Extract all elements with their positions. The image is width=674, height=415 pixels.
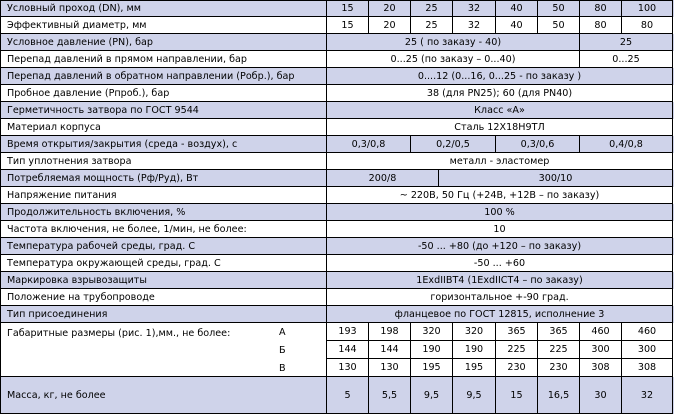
- row-value: 0,2/0,5: [411, 136, 496, 153]
- row-value: 38 (для PN25); 60 (для PN40): [327, 85, 673, 102]
- row-value: -50 ... +80 (до +120 – по заказу): [327, 238, 673, 255]
- mass-value: 16,5: [538, 377, 580, 414]
- mass-row: [0, 377, 674, 414]
- spec-row: [0, 119, 674, 136]
- row-value: фланцевое по ГОСТ 12815, исполнение 3: [327, 306, 673, 323]
- row-value: 20: [369, 0, 411, 17]
- row-value: Сталь 12Х18Н9ТЛ: [327, 119, 673, 136]
- row-value: ~ 220В, 50 Гц (+24В, +12В – по заказу): [327, 187, 673, 204]
- dimension-value: 320: [453, 323, 496, 341]
- dimension-value: 130: [327, 359, 369, 377]
- dimension-value: 195: [411, 359, 453, 377]
- row-value: 15: [327, 17, 369, 34]
- row-value: 0,4/0,8: [580, 136, 673, 153]
- row-value: 80: [622, 17, 673, 34]
- row-label: Тип уплотнения затвора: [0, 153, 327, 170]
- dimension-value: 300: [622, 341, 673, 359]
- spec-row: [0, 204, 674, 221]
- dimension-value: 130: [369, 359, 411, 377]
- dimension-key: Б: [279, 344, 286, 356]
- spec-row: [0, 17, 674, 34]
- dimension-value: 308: [622, 359, 673, 377]
- row-label: Положение на трубопроводе: [0, 289, 327, 306]
- dimension-value: 300: [580, 341, 622, 359]
- row-value: 40: [496, 17, 538, 34]
- dimension-value: 460: [622, 323, 673, 341]
- mass-value: 9,5: [453, 377, 496, 414]
- spec-row: [0, 221, 674, 238]
- dimension-row: [327, 341, 674, 359]
- row-label: Продолжительность включения, %: [0, 204, 327, 221]
- row-value: 0....12 (0...16, 0...25 - по заказу ): [327, 68, 673, 85]
- row-label: Время открытия/закрытия (среда - воздух), с: [0, 136, 327, 153]
- row-label: Условное давление (PN), бар: [0, 34, 327, 51]
- row-label: Условный проход (DN), мм: [0, 0, 327, 17]
- spec-row: [0, 34, 674, 51]
- spec-row: [0, 170, 674, 187]
- row-label: Перепад давлений в обратном направлении (Pобр.), бар: [0, 68, 327, 85]
- dimension-key: В: [279, 362, 286, 374]
- row-label: Потребляемая мощность (Рф/Руд), Вт: [0, 170, 327, 187]
- row-value: металл - эластомер: [327, 153, 673, 170]
- dimension-value: 225: [496, 341, 538, 359]
- spec-row: [0, 255, 674, 272]
- row-label: Материал корпуса: [0, 119, 327, 136]
- spec-row: [0, 289, 674, 306]
- dimensions-label: Габаритные размеры (рис. 1),мм., не более:: [0, 323, 327, 377]
- row-value: 0...25 (по заказу – 0...40): [327, 51, 580, 68]
- row-value: 200/8: [327, 170, 439, 187]
- row-value: 50: [538, 0, 580, 17]
- row-label: Герметичность затвора по ГОСТ 9544: [0, 102, 327, 119]
- dimension-value: 308: [580, 359, 622, 377]
- row-value: 25: [411, 17, 453, 34]
- dimension-row: [327, 359, 674, 377]
- dimension-value: 144: [369, 341, 411, 359]
- row-value: 0,3/0,6: [496, 136, 580, 153]
- mass-value: 9,5: [411, 377, 453, 414]
- mass-label: Масса, кг, не более: [0, 377, 327, 414]
- spec-row: [0, 85, 674, 102]
- row-value: 50: [538, 17, 580, 34]
- dimension-value: 230: [538, 359, 580, 377]
- row-label: Напряжение питания: [0, 187, 327, 204]
- dimension-value: 193: [327, 323, 369, 341]
- row-label: Пробное давление (Pпроб.), бар: [0, 85, 327, 102]
- mass-value: 15: [496, 377, 538, 414]
- dimension-value: 225: [538, 341, 580, 359]
- row-value: 32: [453, 17, 496, 34]
- row-value: 25: [411, 0, 453, 17]
- row-label: Температура рабочей среды, град. С: [0, 238, 327, 255]
- row-value: -50 ... +60: [327, 255, 673, 272]
- dimension-value: 144: [327, 341, 369, 359]
- spec-row: [0, 102, 674, 119]
- row-label: Эффективный диаметр, мм: [0, 17, 327, 34]
- row-value: 20: [369, 17, 411, 34]
- dimension-value: 198: [369, 323, 411, 341]
- spec-row: [0, 306, 674, 323]
- spec-row: [0, 51, 674, 68]
- spec-row: [0, 68, 674, 85]
- dimension-value: 190: [453, 341, 496, 359]
- row-value: 40: [496, 0, 538, 17]
- dimension-value: 195: [453, 359, 496, 377]
- row-value: 15: [327, 0, 369, 17]
- row-label: Тип присоединения: [0, 306, 327, 323]
- row-value: 10: [327, 221, 673, 238]
- row-value: горизонтальное +-90 град.: [327, 289, 673, 306]
- mass-value: 5: [327, 377, 369, 414]
- row-label: Перепад давлений в прямом направлении, бар: [0, 51, 327, 68]
- dimension-value: 365: [496, 323, 538, 341]
- row-value: 300/10: [439, 170, 673, 187]
- row-value: Класс «А»: [327, 102, 673, 119]
- row-value: 100 %: [327, 204, 673, 221]
- dimension-value: 230: [496, 359, 538, 377]
- row-label: Частота включения, не более, 1/мин, не более:: [0, 221, 327, 238]
- spec-row: [0, 0, 674, 17]
- row-value: 32: [453, 0, 496, 17]
- spec-row: [0, 272, 674, 289]
- spec-row: [0, 238, 674, 255]
- dimension-value: 190: [411, 341, 453, 359]
- spec-row: [0, 187, 674, 204]
- row-value: 1ExdIIBT4 (1ExdIICT4 – по заказу): [327, 272, 673, 289]
- row-label: Температура окружающей среды, град. С: [0, 255, 327, 272]
- dimension-value: 460: [580, 323, 622, 341]
- row-value: 80: [580, 0, 622, 17]
- row-value: 25 ( по заказу - 40): [327, 34, 580, 51]
- row-label: Маркировка взрывозащиты: [0, 272, 327, 289]
- row-value: 0,3/0,8: [327, 136, 411, 153]
- dimension-row: [327, 323, 674, 341]
- spec-row: [0, 136, 674, 153]
- dimension-value: 365: [538, 323, 580, 341]
- row-value: 25: [580, 34, 673, 51]
- mass-value: 5,5: [369, 377, 411, 414]
- row-value: 100: [622, 0, 673, 17]
- dimension-key: А: [279, 326, 286, 338]
- mass-value: 30: [580, 377, 622, 414]
- spec-row: [0, 153, 674, 170]
- row-value: 0...25: [580, 51, 673, 68]
- mass-value: 32: [622, 377, 673, 414]
- row-value: 80: [580, 17, 622, 34]
- dimension-value: 320: [411, 323, 453, 341]
